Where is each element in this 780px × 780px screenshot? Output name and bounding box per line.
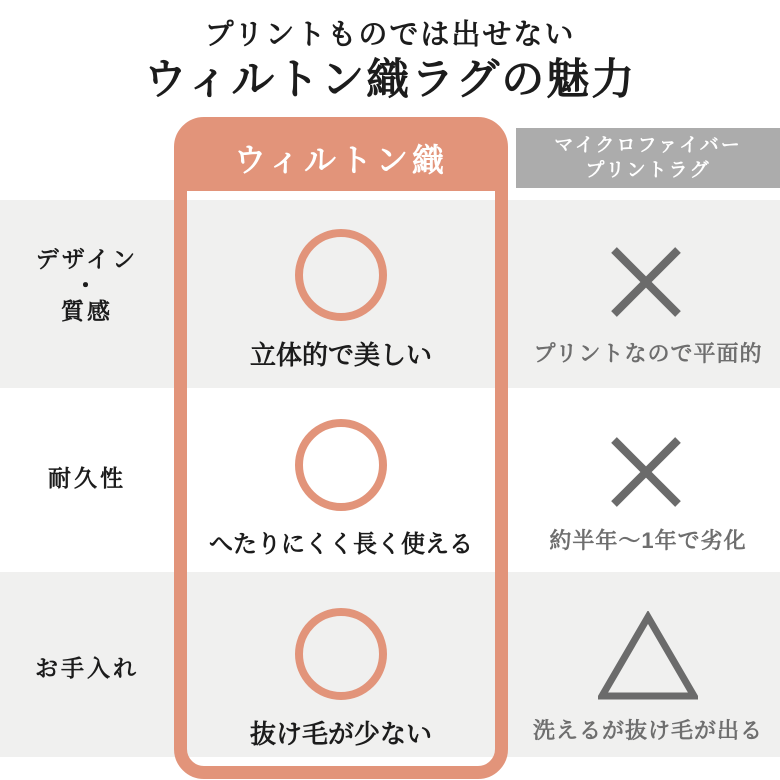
row-label-separator-dot: ・ bbox=[74, 272, 100, 298]
triangle-mark-icon bbox=[598, 611, 698, 701]
row-label-line: デザイン bbox=[35, 246, 139, 272]
wilton-benefit-care: 抜け毛が少ない bbox=[249, 719, 432, 749]
wilton-benefit-design: 立体的で美しい bbox=[249, 340, 432, 370]
microfiber-header-line1: マイクロファイバー bbox=[554, 135, 742, 156]
row-label-design-texture bbox=[0, 246, 174, 324]
circle-mark-icon bbox=[295, 229, 387, 321]
cross-mark-icon bbox=[609, 435, 683, 509]
microfiber-header-line2: プリントラグ bbox=[585, 160, 711, 181]
circle-mark-icon bbox=[295, 419, 387, 511]
microfiber-drawback-durability: 約半年〜1年で劣化 bbox=[549, 528, 747, 553]
wilton-benefit-durability: へたりにくく長く使える bbox=[209, 531, 473, 558]
cross-mark-icon bbox=[609, 245, 683, 319]
microfiber-drawback-care: 洗えるが抜け毛が出る bbox=[532, 718, 763, 743]
microfiber-column-header bbox=[516, 128, 780, 188]
wilton-column-header: ウィルトン織 bbox=[186, 129, 496, 191]
row-label-line: お手入れ bbox=[35, 655, 139, 681]
page-title: ウィルトン織ラグの魅力 bbox=[143, 56, 637, 104]
microfiber-drawback-design: プリントなので平面的 bbox=[533, 341, 763, 366]
circle-mark-icon bbox=[295, 608, 387, 700]
row-label-durability bbox=[0, 465, 174, 491]
row-label-line: 耐久性 bbox=[48, 465, 126, 491]
row-label-line: 質感 bbox=[61, 298, 113, 324]
page-subtitle: プリントものでは出せない bbox=[204, 19, 576, 51]
row-label-care bbox=[0, 655, 174, 681]
